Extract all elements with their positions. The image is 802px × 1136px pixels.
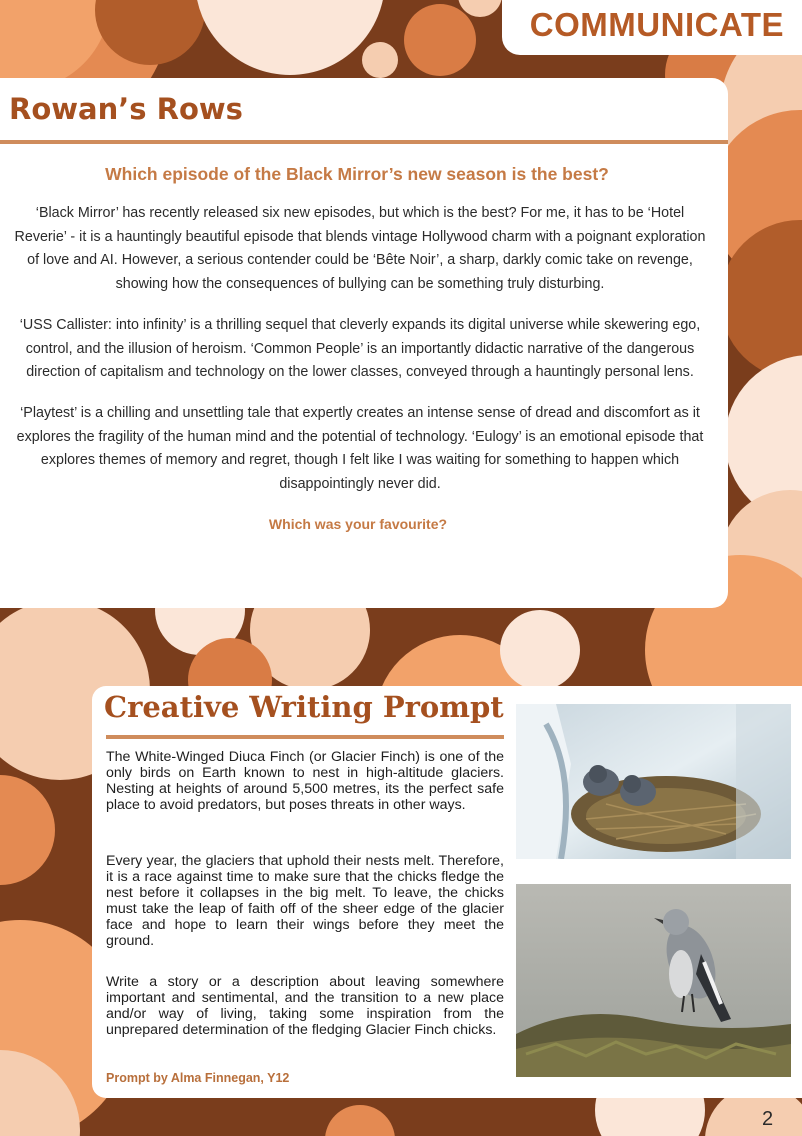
- section-title: COMMUNICATE: [529, 6, 784, 43]
- glacier-nest-photo: [516, 704, 791, 859]
- section-header-tab: [502, 0, 802, 55]
- article-title: Rowan’s Rows: [9, 92, 243, 126]
- prompt-paragraph-3: Write a story or a description about leaving somewhere important and sentimental, and the transition to a new place and/or way of living, taking some inspiration from the unprepared determination of the fledging Glacier Finch chicks.: [106, 974, 504, 1038]
- glacier-finch-photo: [516, 884, 791, 1077]
- prompt-paragraph-1: The White-Winged Diuca Finch (or Glacier Finch) is one of the only birds on Earth known to nest in high-altitude glaciers. Nesting at heights of around 5,500 metres, its the perfect safe place to avoid predators, but poses threats in other ways.: [106, 749, 504, 813]
- article-question: Which episode of the Black Mirror’s new season is the best?: [105, 164, 609, 184]
- article-paragraph-3: ‘Playtest’ is a chilling and unsettling tale that expertly creates an intense sense of dread and discomfort as it explores the fragility of the human mind and the potential of technology. ‘Eulogy’ is an emotional episode that explores themes of memory and regret, though I felt like I was waiting for something to happen which disappointingly never did.: [16, 405, 704, 492]
- page-number: 2: [762, 1108, 774, 1130]
- creative-writing-title: Creative Writing Prompt: [104, 690, 504, 724]
- article-paragraph-2: ‘USS Callister: into infinity’ is a thrilling sequel that cleverly expands its digital universe while skewering ego, control, and the illusion of heroism. ‘Common People’ is an importantly didactic narrative of the dangerous direction of capitalism and technology on the lower classes, conveyed through a hauntingly personal lens.: [19, 317, 701, 381]
- creative-title-underline: [106, 735, 504, 739]
- favourite-question: Which was your favourite?: [268, 516, 448, 532]
- article-paragraph-1: ‘Black Mirror’ has recently released six new episodes, but which is the best? For me, it has to be ‘Hotel Reverie’ - it is a hauntingly beautiful episode that blends vintage Hollywood charm with a poignant exploration of love and AI. However, a serious contender could be ‘Bête Noir’, a sharp, darkly comic take on revenge, showing how the consequences of bullying can be something truly disturbing.: [14, 205, 706, 292]
- prompt-credit: Prompt by Alma Finnegan, Y12: [106, 1071, 290, 1085]
- title-underline: [0, 140, 728, 144]
- prompt-paragraph-2: Every year, the glaciers that uphold their nests melt. Therefore, it is a race against time to make sure that the chicks fledge the nest before it collapses in the big melt. To leave, the chicks must take the leap of faith off of the sheer edge of the glacier face and hope to learn their wings before they meet the ground.: [106, 853, 504, 949]
